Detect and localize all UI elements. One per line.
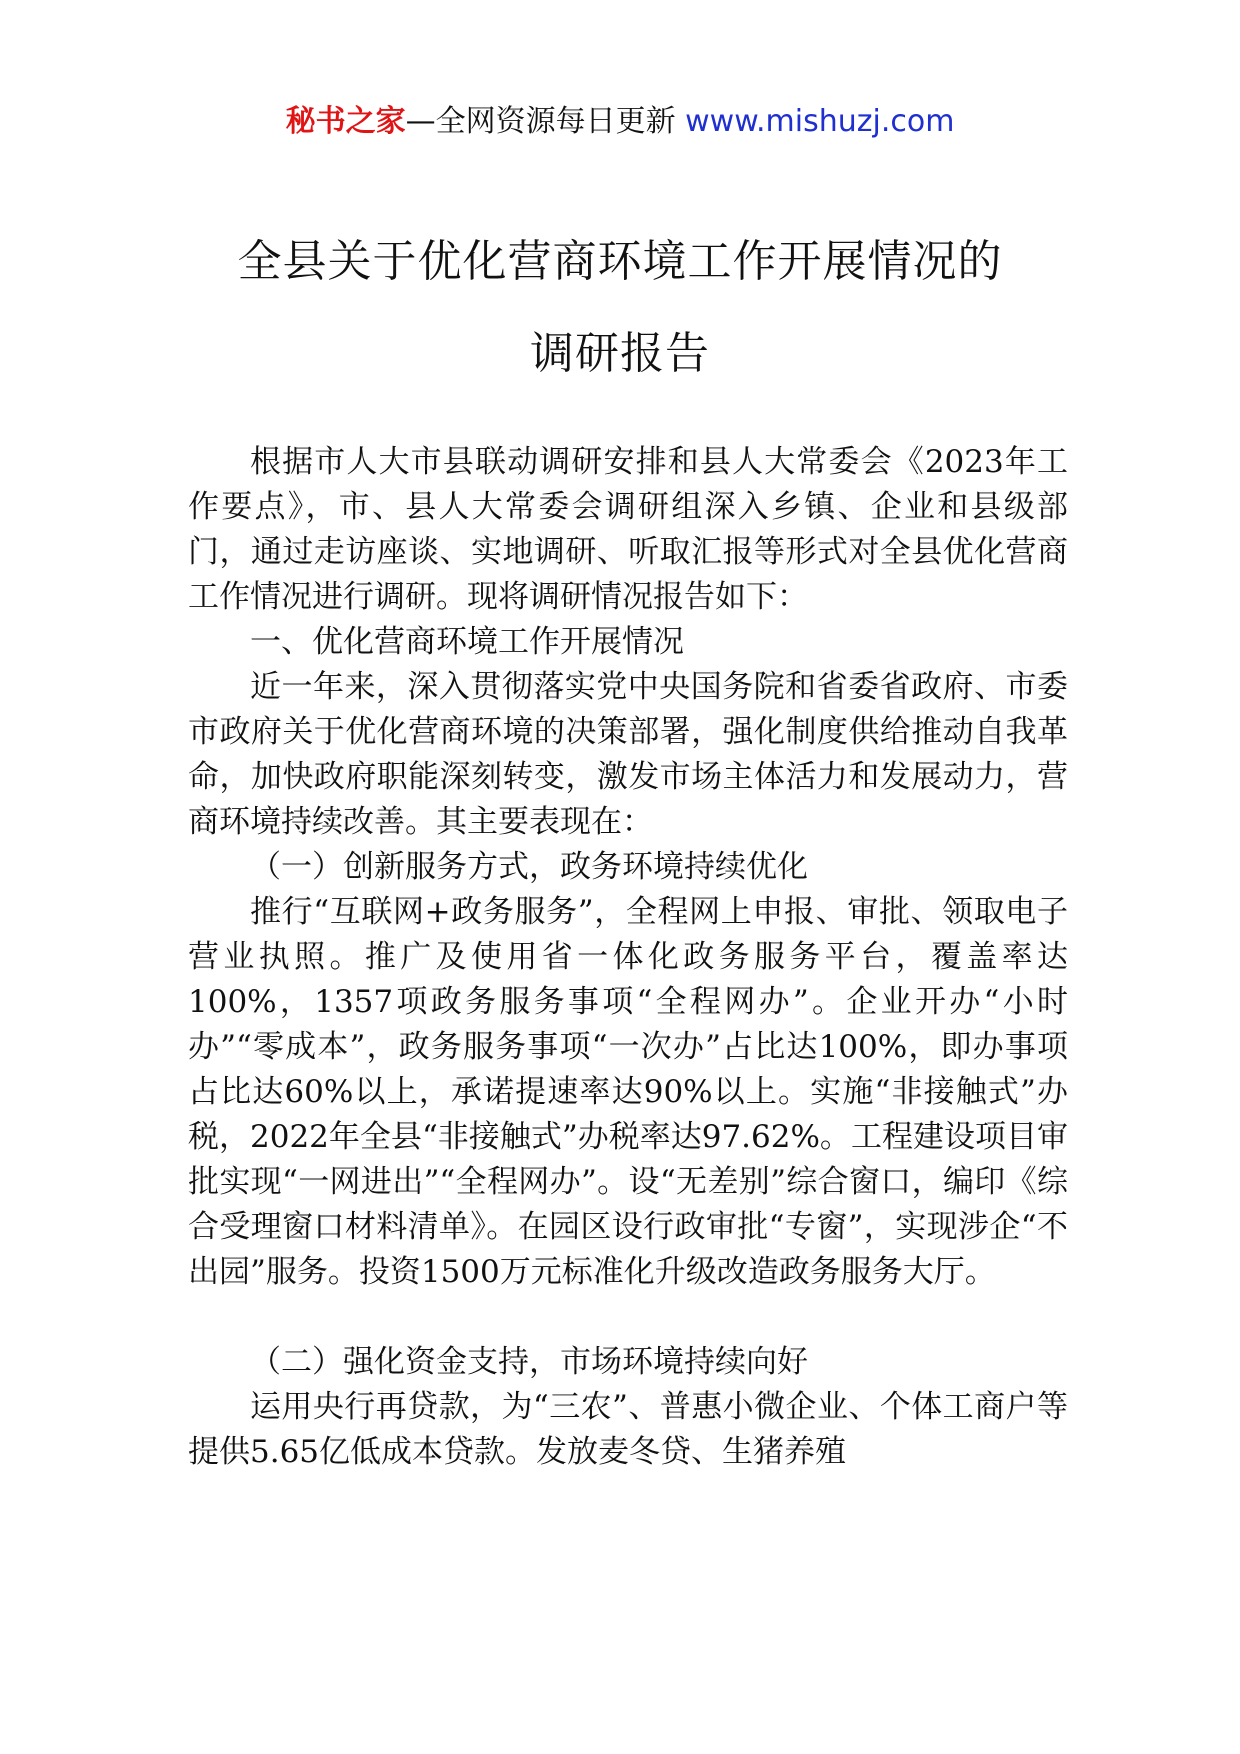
subsection-heading-1: （一）创新服务方式，政务环境持续优化 (250, 849, 808, 885)
document-title-line-1: 全县关于优化营商环境工作开展情况的 (237, 236, 1003, 287)
paragraph-service: 推行“互联网+政务服务”，全程网上申报、审批、领取电子营业执照。推广及使用省一体化政务服务平台，覆盖率达100%，1357项政务服务事项“全程网办”。企业开办“小时办”“零成本”，政务服务事项“一次办”占比达100%，即办事项占比达60%以上，承诺提速率达90%以上。实施“非接触式”办税，2022年全县“非接触式”办税率达97.62%。工程建设项目审批实现“一网进出”“全程网办”。设“无差别”综合窗口，编印《综合受理窗口材料清单》。在园区设行政审批“专窗”，实现涉企“不出园”服务。投资1500万元标准化升级改造政务服务大厅。 (188, 894, 1068, 1290)
paragraph-funding: 运用央行再贷款，为“三农”、普惠小微企业、个体工商户等提供5.65亿低成本贷款。发放麦冬贷、生猪养殖 (188, 1389, 1068, 1470)
paragraph-intro: 根据市人大市县联动调研安排和县人大常委会《2023年工作要点》，市、县人大常委会调研组深入乡镇、企业和县级部门，通过走访座谈、实地调研、听取汇报等形式对全县优化营商工作情况进行调研。现将调研情况报告如下： (188, 444, 1068, 615)
document-body (188, 440, 1068, 1475)
paragraph-overview: 近一年来，深入贯彻落实党中央国务院和省委省政府、市委市政府关于优化营商环境的决策部署，强化制度供给推动自我革命，加快政府职能深刻转变，激发市场主体活力和发展动力，营商环境持续改善。其主要表现在： (188, 669, 1068, 840)
document-title-line-2: 调研报告 (530, 328, 710, 379)
site-slogan: —全网资源每日更新 (405, 104, 686, 139)
subsection-heading-2: （二）强化资金支持，市场环境持续向好 (250, 1344, 808, 1380)
section-heading-1: 一、优化营商环境工作开展情况 (250, 624, 684, 660)
site-url-link[interactable]: www.mishuzj.com (685, 104, 955, 139)
site-header (0, 100, 1240, 144)
site-brand: 秘书之家 (285, 104, 406, 139)
